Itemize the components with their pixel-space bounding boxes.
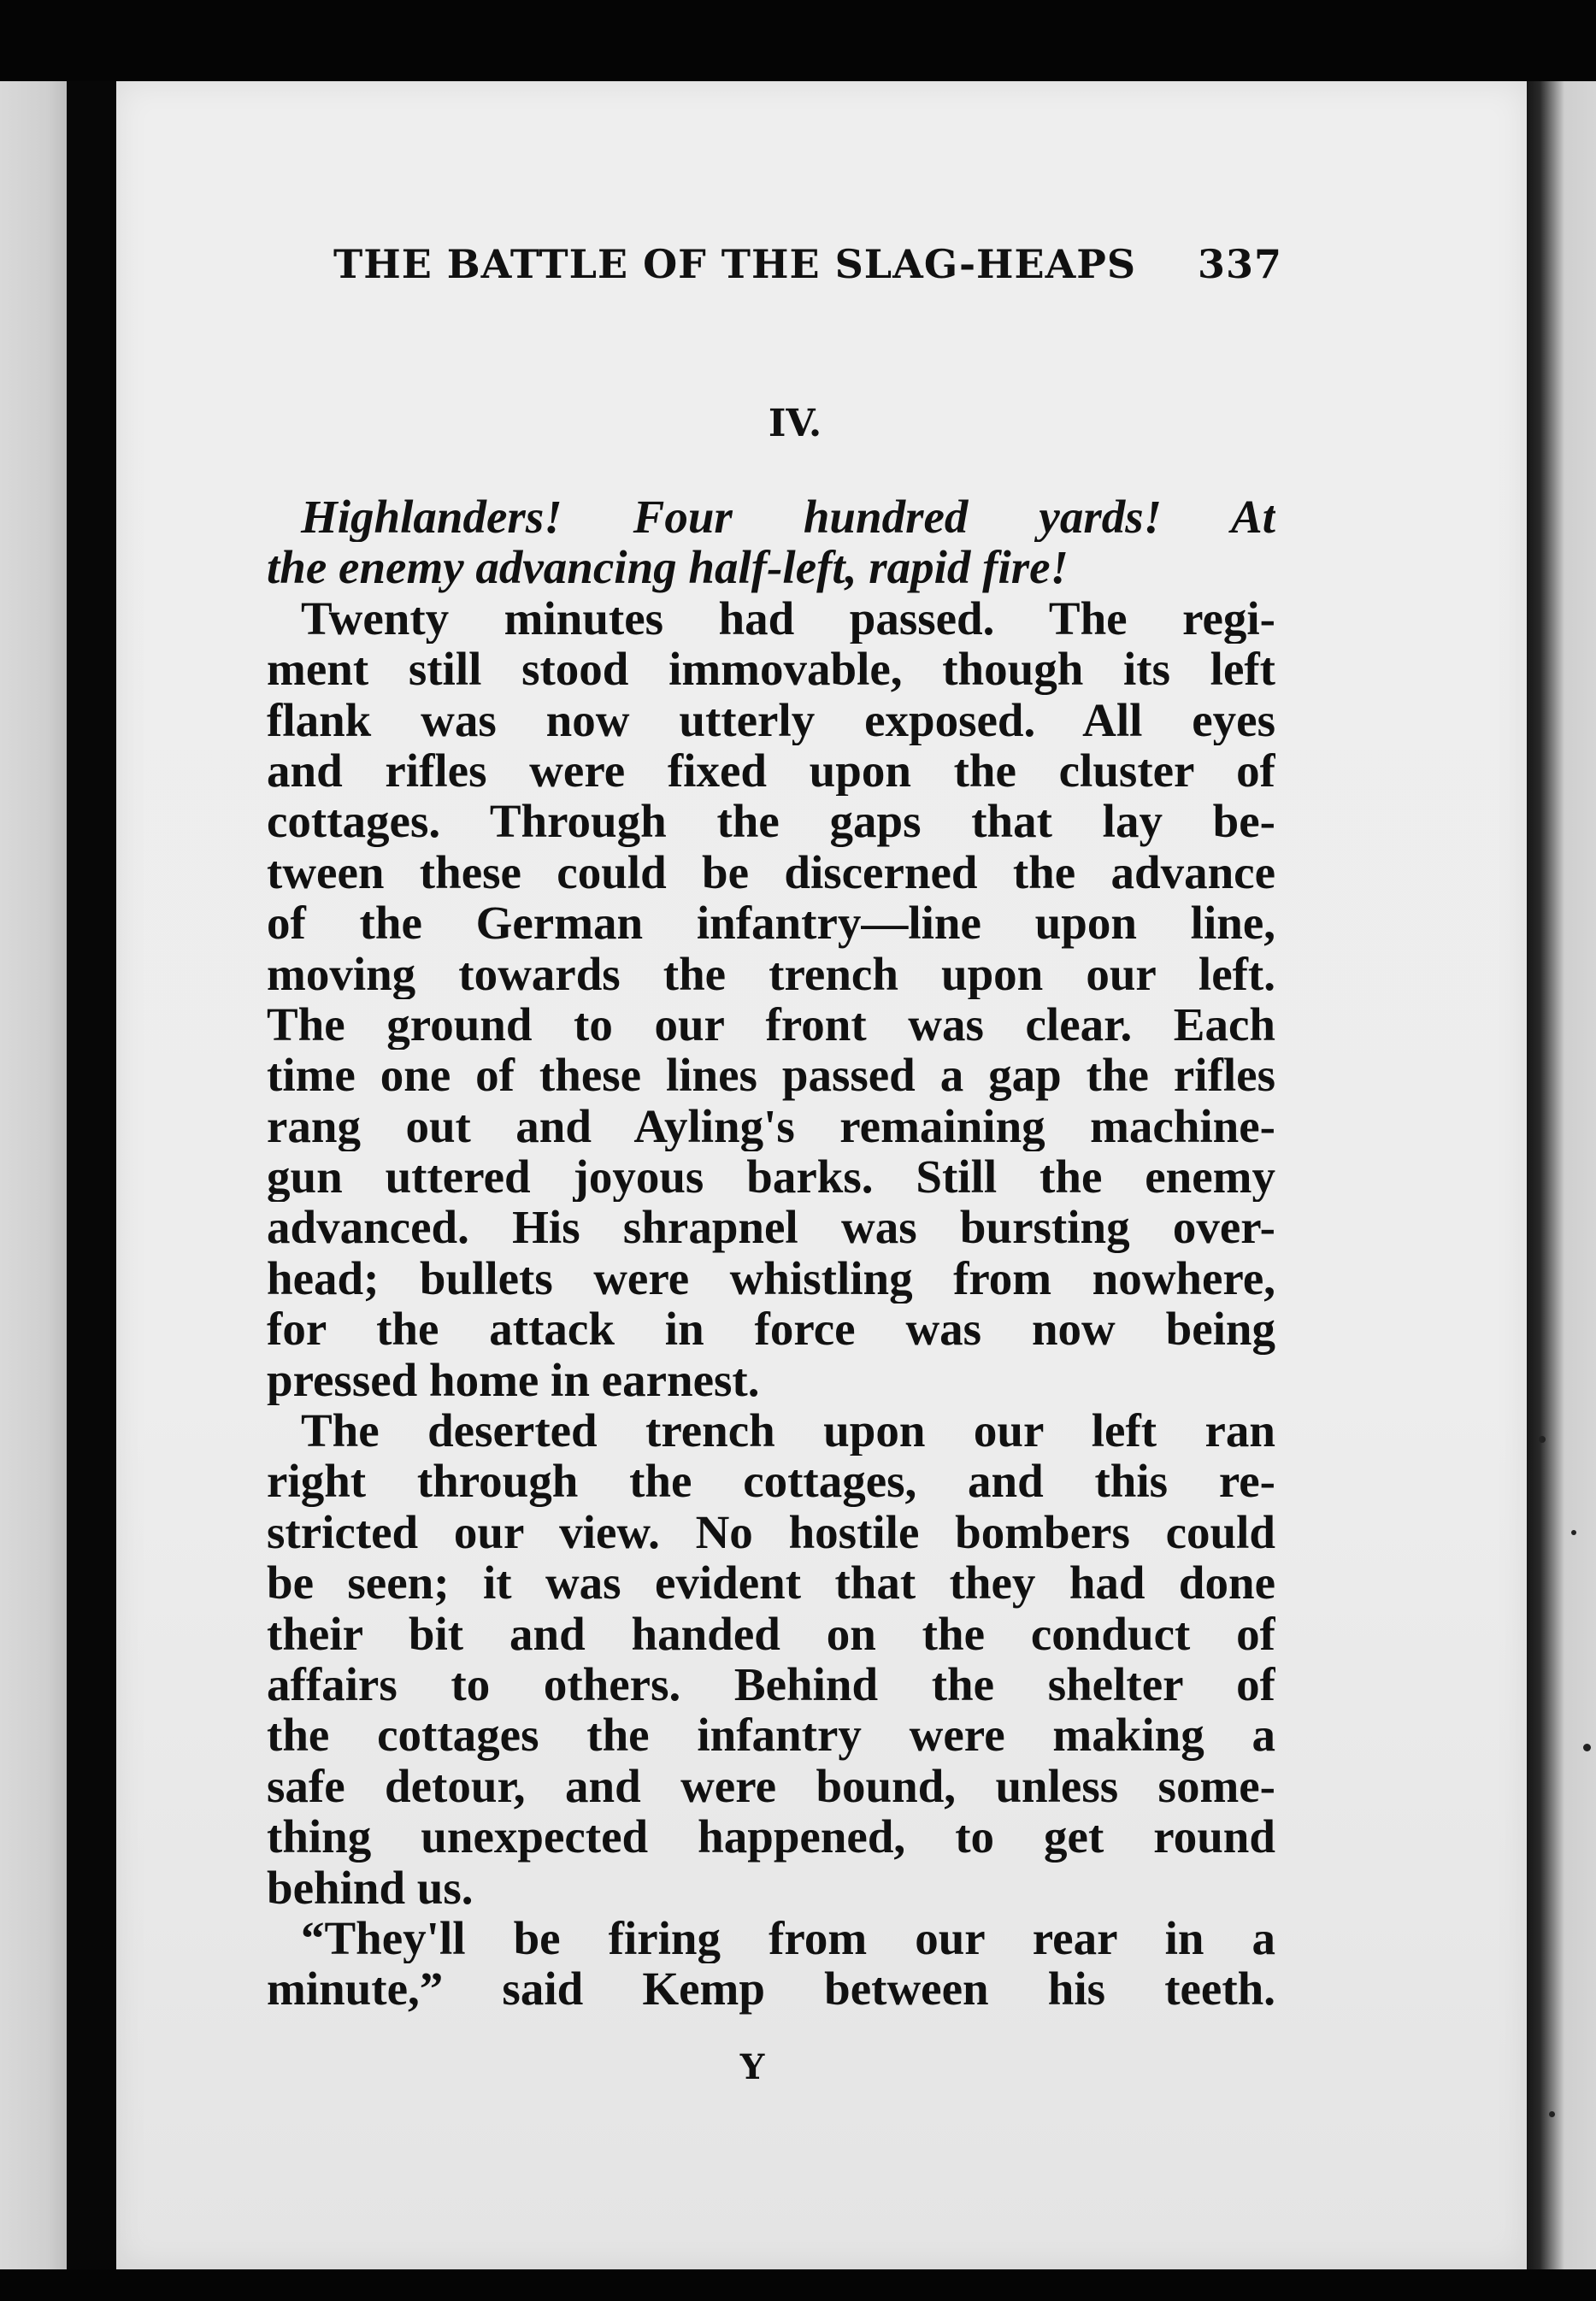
text-line: Highlanders! Four hundred yards! At: [301, 491, 1275, 543]
scan-bottom-border: [0, 2269, 1596, 2301]
text-line: tween these could be discerned the advance: [267, 846, 1275, 898]
scan-speck: [1571, 1530, 1576, 1535]
text-line: the enemy advancing half-left, rapid fire!: [267, 542, 1069, 593]
text-line: minute,” said Kemp between his teeth.: [267, 1963, 1275, 2015]
text-line: safe detour, and were bound, unless some-: [267, 1760, 1275, 1812]
text-line: time one of these lines passed a gap the rifles: [267, 1050, 1275, 1101]
text-line: thing unexpected happened, to get round: [267, 1811, 1275, 1863]
running-title: THE BATTLE OF THE SLAG-HEAPS: [333, 241, 1137, 287]
text-line: for the attack in force was now being: [267, 1304, 1275, 1355]
text-line: behind us.: [267, 1862, 474, 1913]
text-line: the cottages the infantry were making a: [267, 1710, 1275, 1761]
text-line: moving towards the trench upon our left.: [267, 948, 1275, 999]
signature-mark: Y: [739, 2047, 765, 2087]
text-line: The ground to our front was clear. Each: [267, 998, 1275, 1050]
scan-speck: [1539, 1436, 1546, 1443]
adjacent-page-edge: [0, 81, 68, 2269]
text-line: stricted our view. No hostile bombers could: [267, 1506, 1275, 1558]
text-line: and rifles were fixed upon the cluster of: [267, 744, 1275, 797]
text-line: head; bullets were whistling from nowhere,: [267, 1252, 1275, 1304]
body-text: [267, 491, 1275, 2015]
text-line: affairs to others. Behind the shelter of: [267, 1658, 1275, 1710]
page-number: 337: [1197, 241, 1282, 287]
text-line: their bit and handed on the conduct of: [267, 1608, 1275, 1659]
scan-speck: [1549, 2111, 1555, 2117]
text-line: flank was now utterly exposed. All eyes: [267, 694, 1275, 745]
text-line: of the German infantry—line upon line,: [267, 897, 1275, 949]
text-line: right through the cottages, and this re-: [267, 1456, 1275, 1507]
text-line: The deserted trench upon our left ran: [301, 1405, 1275, 1457]
text-line: cottages. Through the gaps that lay be-: [267, 796, 1275, 847]
running-head: [333, 241, 1282, 301]
book-spine-shadow: [67, 81, 116, 2269]
text-line: gun uttered joyous barks. Still the enemy: [267, 1151, 1275, 1203]
scan-speck: [1583, 1744, 1591, 1751]
text-line: “They'll be firing from our rear in a: [301, 1912, 1275, 1964]
text-line: advanced. His shrapnel was bursting over-: [267, 1202, 1275, 1253]
scan-top-border: [0, 0, 1596, 81]
text-line: Twenty minutes had passed. The regi-: [301, 592, 1275, 644]
text-line: rang out and Ayling's remaining machine-: [267, 1100, 1275, 1152]
text-line: ment still stood immovable, though its left: [267, 644, 1275, 695]
text-line: pressed home in earnest.: [267, 1354, 760, 1406]
text-line: be seen; it was evident that they had done: [267, 1557, 1275, 1609]
right-scan-margin: [1526, 81, 1596, 2269]
section-heading: IV.: [768, 402, 822, 445]
